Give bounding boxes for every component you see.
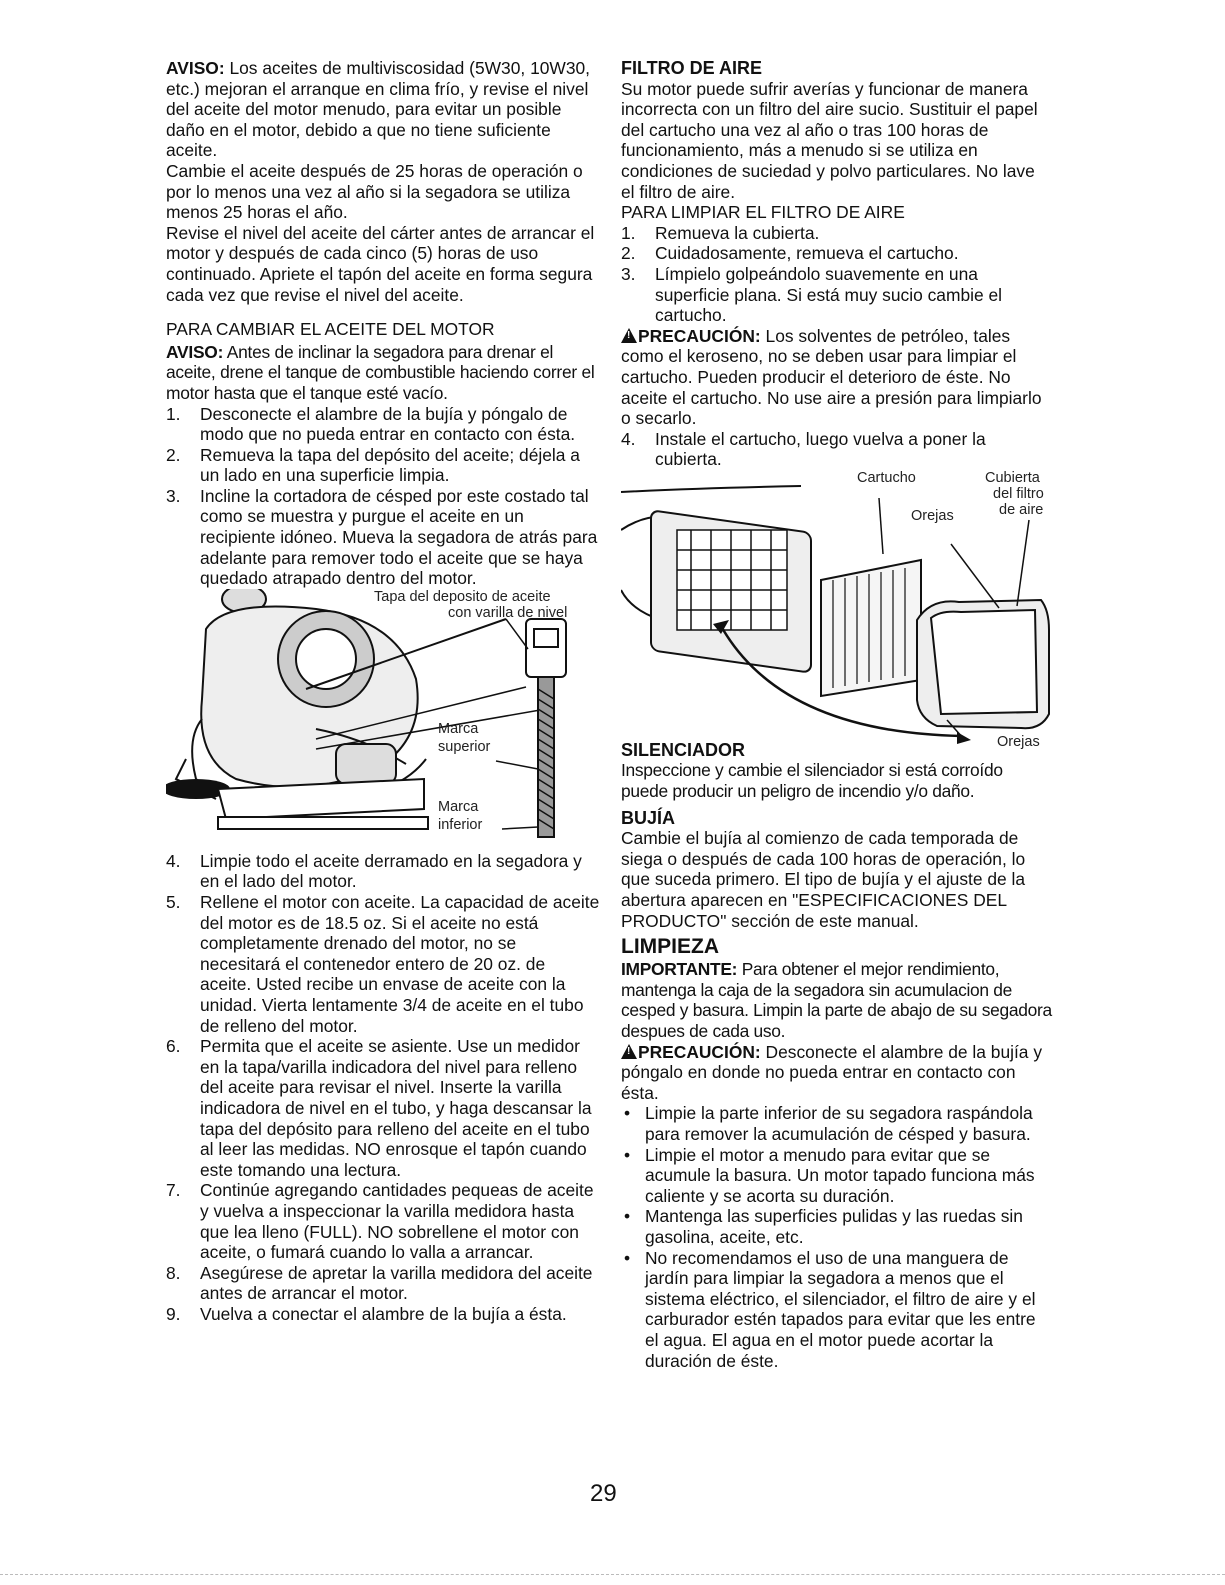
step-text: Continúe agregando cantidades pequeas de aceite y vuelva a inspeccionar la varilla medidora hasta que lea lleno (FULL). NO sobrellene el motor con aceite, o fumará cuando lo valla a arrancar. — [200, 1180, 594, 1263]
importante-label: IMPORTANTE: — [621, 959, 738, 980]
figure-label-marca-inferior: Marca — [438, 798, 479, 815]
oil-step — [166, 445, 600, 486]
aviso-text: Los aceites de multiviscosidad (5W30, 10W30, etc.) mejoran el arranque en clima frío, y revise el nivel del aceite del motor menudo, para evitar un posible daño en el motor, debido a que no tiene suficiente aceite. — [166, 58, 590, 161]
filter-steps-list-b — [621, 429, 1053, 470]
figure-label-del-filtro: del filtro — [993, 485, 1044, 502]
warning-icon — [621, 328, 637, 343]
step-text: Remueva la tapa del depósito del aceite; déjela a un lado en una superficie limpia. — [200, 444, 580, 486]
aviso-drain-paragraph — [166, 342, 600, 404]
air-filter-illustration — [621, 470, 1053, 750]
aviso-label: AVISO: — [166, 341, 224, 362]
silenciador-paragraph: Inspeccione y cambie el silenciador si está corroído puede producir un peligro de incendio y/o daño. — [621, 760, 1003, 802]
oil-step — [166, 1180, 600, 1262]
oil-step — [166, 1263, 600, 1304]
check-oil-paragraph: Revise el nivel del aceite del cárter antes de arrancar el motor y después de cada cinco (5) horas de uso continuado. Apriete el tapón del aceite en forma segura cada vez que revise el nivel del aceite. — [166, 222, 595, 305]
filtro-paragraph: Su motor puede sufrir averías y funcionar de manera incorrecta con un filtro del aire sucio. Sustituir el papel del cartucho una vez al año o tras 100 horas de funcionamiento, más a menudo si se utiliza en condiciones de suciedad y polvo particulares. No lave el filtro de aire. — [621, 78, 1038, 202]
step-number: 3. — [166, 485, 181, 506]
oil-step — [166, 851, 600, 892]
cleaning-bullet — [621, 1248, 1053, 1372]
figure-label-tapa-2: con varilla de nivel — [448, 604, 568, 621]
cleaning-bullet — [621, 1206, 1053, 1247]
step-number: 1. — [621, 222, 636, 243]
figure-label-marca-superior: Marca — [438, 720, 479, 737]
step-number: 3. — [621, 263, 636, 284]
step-text: Desconecte el alambre de la bujía y póngalo de modo que no pueda entrar en contacto con ésta. — [200, 403, 576, 445]
figure-label-inferior: inferior — [438, 816, 483, 833]
filter-steps-list-a — [621, 223, 1053, 326]
importante-text: Para obtener el mejor rendimiento, mantenga la caja de la segadora sin acumulacion de cesped y basura. Limpin la parte de abajo de su segadora despues de cada uso. — [621, 959, 1052, 1041]
figure-label-cubierta: Cubierta — [985, 469, 1040, 486]
step-number: 1. — [166, 403, 181, 424]
left-column — [166, 58, 600, 1325]
bullet-dot-icon: • — [624, 1103, 631, 1124]
oil-step — [166, 1304, 600, 1325]
filtro-title: FILTRO DE AIRE — [621, 58, 762, 78]
precaucion-text: Los solventes de petróleo, tales como el keroseno, no se deben usar para limpiar el cartucho. Pueden producir el deterioro de éste. No aceite el cartucho. No use aire a presión para limpiarlo o secarlo. — [621, 325, 1042, 429]
aviso-label: AVISO: — [166, 58, 225, 78]
step-text: Instale el cartucho, luego vuelva a poner la cubierta. — [655, 428, 986, 470]
step-number: 7. — [166, 1180, 181, 1201]
step-number: 9. — [166, 1303, 181, 1324]
figure-label-tapa: Tapa del deposito de aceite — [374, 588, 551, 605]
precaucion-label: PRECAUCIÓN: — [638, 1041, 761, 1062]
right-column — [621, 58, 1053, 1371]
filter-step — [621, 264, 1053, 326]
bujia-paragraph: Cambie el bujía al comienzo de cada temporada de siega o después de cada 100 horas de operación, lo que suceda primero. El tipo de bujía y el ajuste de la abertura aparecen en "ESPECIFICACIONES DEL PRODUCTO" sección de este manual. — [621, 828, 1026, 931]
dipstick-cap — [526, 619, 566, 837]
importante-paragraph — [621, 959, 1053, 1041]
figure-label-de-aire: de aire — [999, 501, 1044, 518]
figure-label-cartucho: Cartucho — [857, 469, 916, 486]
step-number: 5. — [166, 892, 181, 913]
step-text: Rellene el motor con aceite. La capacidad de aceite del motor es de 18.5 oz. Si el aceite no está completamente drenado del motor, no se necesitará el contenedor entero de 20 oz. de aceite. Usted recibe un envase de aceite con la unidad. Vierta lentamente 3/4 de aceite en el tubo de relleno del motor. — [200, 892, 600, 1036]
limpieza-title: LIMPIEZA — [621, 935, 719, 959]
step-text: Remueva la cubierta. — [655, 222, 820, 243]
cleaning-bullets-list — [621, 1103, 1053, 1371]
precaucion-label: PRECAUCIÓN: — [638, 325, 761, 346]
bullet-text: Mantenga las superficies pulidas y las ruedas sin gasolina, aceite, etc. — [645, 1206, 1023, 1247]
air-filter-figure — [621, 470, 1053, 750]
bullet-text: Limpie la parte inferior de su segadora raspándola para remover la acumulación de césped y basura. — [645, 1103, 1033, 1144]
step-number: 2. — [166, 444, 181, 465]
oil-step — [166, 892, 600, 1036]
bullet-dot-icon: • — [624, 1247, 631, 1268]
figure-label-orejas-bottom: Orejas — [997, 733, 1040, 750]
oil-step — [166, 1036, 600, 1180]
step-text: Incline la cortadora de césped por este costado tal como se muestra y purgue el aceite en un recipiente idóneo. Mueva la segadora de atrás para adelante para remover todo el aceite que se haya quedado atrapado dentro del motor. — [200, 485, 598, 589]
change-oil-paragraph: Cambie el aceite después de 25 horas de operación o por lo menos una vez al año si la segadora se utiliza menos 25 horas el año. — [166, 160, 583, 223]
oil-dipstick-figure — [166, 589, 600, 851]
page-number: 29 — [590, 1480, 617, 1507]
aviso-text: Antes de inclinar la segadora para drenar el aceite, drene el tanque de combustible haciendo correr el motor hasta que el tanque esté vacío. — [166, 341, 595, 403]
oil-steps-list-a — [166, 404, 600, 589]
step-text: Límpielo golpeándolo suavemente en una superficie plana. Si está muy sucio cambie el cartucho. — [655, 263, 1003, 326]
warning-icon — [621, 1044, 637, 1059]
step-number: 6. — [166, 1036, 181, 1057]
precaucion-bujia — [621, 1042, 1053, 1104]
bullet-dot-icon: • — [624, 1206, 631, 1227]
step-text: Permita que el aceite se asiente. Use un medidor en la tapa/varilla indicadora del nivel para relleno del aceite para revisar el nivel. Inserte la varilla indicadora de nivel en el tubo, y haga descansar la tapa del depósito para relleno del aceite en el tubo al leer las medidas. NO enrosque el tapón cuando este tomando una lectura. — [200, 1036, 592, 1180]
bullet-dot-icon: • — [624, 1144, 631, 1165]
cleaning-bullet — [621, 1145, 1053, 1207]
silenciador-title: SILENCIADOR — [621, 739, 746, 760]
section-title-change-oil: PARA CAMBIAR EL ACEITE DEL MOTOR — [166, 319, 495, 340]
bullet-text: Limpie el motor a menudo para evitar que se acumule la basura. Un motor tapado funciona más caliente y se acorta su duración. — [645, 1144, 1035, 1206]
figure-label-orejas-top: Orejas — [911, 507, 954, 524]
bujia-title: BUJÍA — [621, 807, 676, 828]
oil-step — [166, 486, 600, 589]
filter-step — [621, 223, 1053, 244]
step-text: Vuelva a conectar el alambre de la bujía a ésta. — [200, 1303, 567, 1324]
precaucion-solventes — [621, 326, 1053, 429]
figure-label-superior: superior — [438, 738, 491, 755]
bullet-text: No recomendamos el uso de una manguera de jardín para limpiar la segadora a menos que el sistema eléctrico, el silenciador, el filtro de aire y el carburador estén tapados para evitar que les entre el agua. El agua en el motor puede acortar la duración de éste. — [645, 1247, 1036, 1371]
step-text: Limpie todo el aceite derramado en la segadora y en el lado del motor. — [200, 850, 582, 892]
oil-step — [166, 404, 600, 445]
step-text: Asegúrese de apretar la varilla medidora del aceite antes de arrancar el motor. — [200, 1262, 593, 1304]
aviso-oil-paragraph — [166, 58, 600, 161]
limpiar-filtro-title: PARA LIMPIAR EL FILTRO DE AIRE — [621, 202, 905, 223]
step-number: 8. — [166, 1262, 181, 1283]
mower-engine-illustration — [166, 589, 600, 851]
step-number: 4. — [166, 850, 181, 871]
filter-step — [621, 429, 1053, 470]
step-text: Cuidadosamente, remueva el cartucho. — [655, 243, 959, 264]
oil-steps-list-b — [166, 851, 600, 1325]
step-number: 2. — [621, 243, 636, 264]
cleaning-bullet — [621, 1103, 1053, 1144]
step-number: 4. — [621, 428, 636, 449]
page-edge-divider — [0, 1574, 1225, 1576]
precaucion-text: Desconecte el alambre de la bujía y póngalo en donde no pueda entrar en contacto con ésta. — [621, 1041, 1043, 1103]
filter-step — [621, 243, 1053, 264]
